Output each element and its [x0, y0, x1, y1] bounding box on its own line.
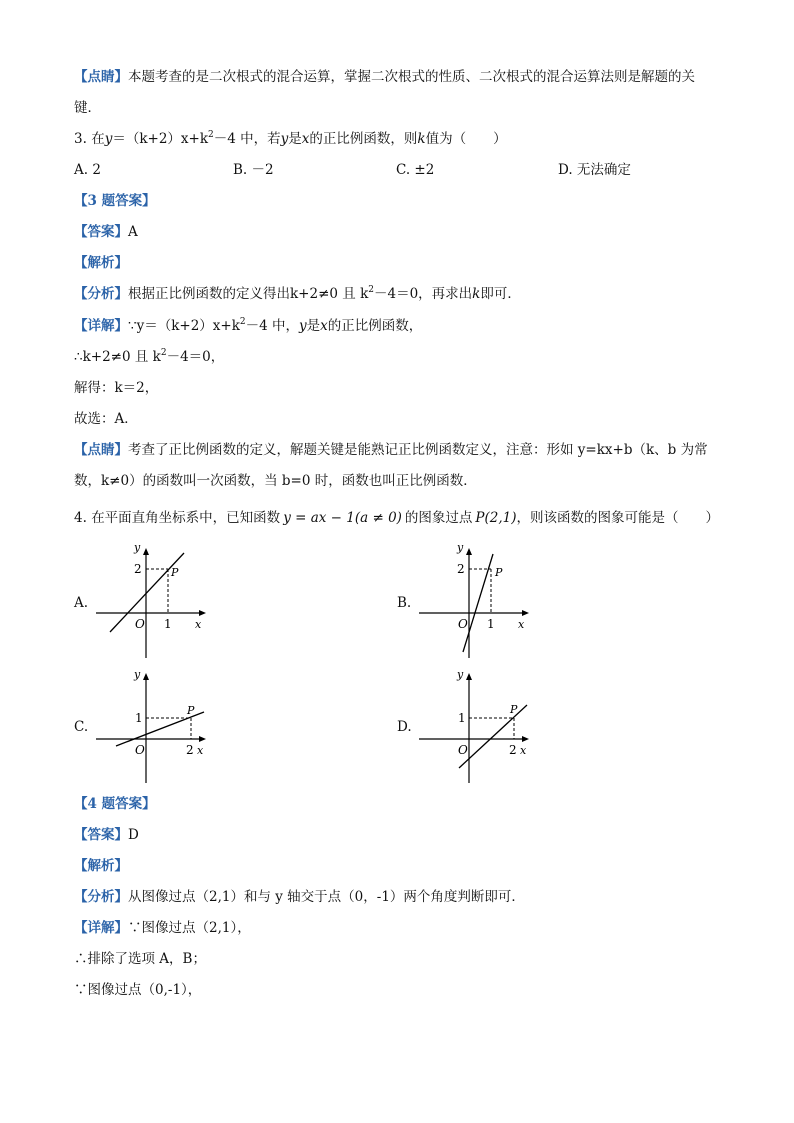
x-axis-label: x: [518, 618, 525, 631]
q3-expr: ＝（k+2）x+k: [112, 131, 209, 147]
q3-var-x: x: [301, 131, 310, 147]
q3-option-a: A. 2: [74, 162, 101, 178]
q3-option-b: B. －2: [233, 162, 274, 178]
q3-detail: [74, 317, 422, 335]
q4-analysis-heading: 【解析】: [74, 858, 128, 874]
q3-answer-heading: 【3 题答案】: [74, 193, 156, 209]
x-axis-label: x: [195, 618, 202, 631]
q3-stem-text: 在: [91, 131, 105, 147]
q3-stem: [74, 130, 507, 148]
x-tick: 1: [487, 617, 495, 631]
y-axis-label: y: [134, 668, 141, 681]
q4-detail: [74, 919, 251, 937]
x-tick: 2: [186, 743, 194, 757]
x-tick: 1: [164, 617, 172, 631]
x-axis-arrow: [522, 610, 529, 616]
q3-detail-x: x: [320, 318, 328, 334]
y-axis-arrow: [466, 673, 472, 680]
q4-graph-d: [417, 665, 537, 785]
dianjing-text: 本题考查的是二次根式的混合运算，掌握二次根式的性质、二次根式的混合运算法则是解题的关: [128, 69, 695, 85]
q4-detail-text: ∵图像过点（2,1），: [128, 920, 251, 936]
y-axis-arrow: [466, 548, 472, 555]
q3-dianjing-line1: [74, 441, 708, 459]
origin-label: O: [135, 743, 145, 757]
q4-step1: ∴排除了选项 A，B；: [74, 951, 206, 967]
x-axis-arrow: [199, 610, 206, 616]
q4-graph-c-label: C.: [74, 719, 89, 735]
q4-graph-b: [417, 540, 537, 660]
y-axis-label: y: [457, 541, 464, 554]
q3-step3: 故选：A．: [74, 411, 138, 427]
q4-point: P(2,1): [475, 510, 517, 526]
q3-fenxi-text3: 即可．: [480, 286, 521, 302]
q3-answer-line: [74, 223, 138, 241]
q3-fenxi: [74, 285, 521, 303]
q4-graph-b-label: B.: [397, 595, 412, 611]
x-tick: 2: [509, 743, 517, 757]
y-axis-arrow: [143, 548, 149, 555]
y-tick: 1: [135, 711, 143, 725]
x-axis-label: x: [197, 744, 204, 757]
q3-stem-text5: 值为（ ）: [425, 131, 507, 147]
point-label: P: [187, 704, 195, 717]
dianjing-q2-line2: 键．: [74, 100, 101, 116]
point-label: P: [510, 703, 518, 716]
q4-formula: y = ax − 1(a ≠ 0): [283, 510, 402, 526]
fenxi-tag: 【分析】: [74, 286, 128, 302]
q3-fenxi-expr: k+2≠0 且 k: [290, 286, 369, 302]
y-axis-arrow: [143, 673, 149, 680]
x-axis-label: x: [520, 744, 527, 757]
q3-fenxi-text: 根据正比例函数的定义得出: [128, 286, 290, 302]
y-tick: 2: [457, 562, 465, 576]
dianjing-tag: 【点睛】: [74, 69, 128, 85]
q3-fenxi-k: k: [472, 286, 481, 302]
q4-graph-c: [94, 665, 214, 785]
q4-answer-heading: 【4 题答案】: [74, 796, 156, 812]
q4-graph-a: [94, 540, 214, 660]
q4-graph-a-label: A.: [74, 595, 89, 611]
y-tick: 1: [458, 711, 466, 725]
origin-label: O: [458, 743, 468, 757]
q3-stem-text4: 的正比例函数，则: [309, 131, 418, 147]
q4-step2: ∵图像过点（0,-1），: [74, 982, 202, 998]
q3-analysis-heading: 【解析】: [74, 255, 128, 271]
answer-tag: 【答案】: [74, 224, 128, 240]
origin-label: O: [458, 617, 468, 631]
q4-stem: [74, 509, 719, 527]
q3-detail-y: y: [299, 318, 307, 334]
x-axis-arrow: [199, 736, 206, 742]
answer-tag: 【答案】: [74, 827, 128, 843]
q4-stem-text3: ，则该函数的图象可能是（ ）: [516, 510, 720, 526]
q3-dianjing-text: 考查了正比例函数的定义，解题关键是能熟记正比例函数定义，注意：形如 y=kx+b（k、b 为常: [128, 442, 708, 458]
q3-var-y: y: [104, 131, 113, 147]
q3-stem-text3: 是: [288, 131, 302, 147]
q3-fenxi-exp: 2: [368, 285, 374, 295]
q3-answer: A: [128, 224, 138, 240]
q3-detail-text3: 的正比例函数，: [327, 318, 423, 334]
q4-fenxi-text: 从图像过点（2,1）和与 y 轴交于点（0，-1）两个角度判断即可．: [128, 889, 525, 905]
q3-detail-exp: 2: [239, 317, 246, 327]
q4-answer-line: [74, 826, 139, 844]
y-tick: 2: [134, 562, 142, 576]
origin-label: O: [135, 617, 145, 631]
q3-step1-text: －4＝0，: [166, 349, 225, 365]
x-axis-arrow: [522, 736, 529, 742]
q3-exponent: 2: [208, 130, 214, 140]
point-label: P: [495, 566, 503, 579]
q3-var-k: k: [417, 131, 426, 147]
q3-var-y2: y: [280, 131, 289, 147]
detail-tag: 【详解】: [74, 920, 128, 936]
y-axis-label: y: [457, 668, 464, 681]
q3-fenxi-text2: －4＝0，再求出: [373, 286, 473, 302]
q3-step1-expr: ∴k+2≠0 且 k: [74, 349, 161, 365]
q3-stem-text2: －4 中，若: [213, 131, 281, 147]
graph-line: [110, 553, 184, 632]
q4-stem-text: 在平面直角坐标系中，已知函数: [91, 510, 281, 526]
point-label: P: [171, 566, 179, 579]
q3-detail-text: －4 中，: [245, 318, 300, 334]
detail-tag: 【详解】: [74, 318, 128, 334]
q3-dianjing-line2: 数，k≠0）的函数叫一次函数，当 b=0 时，函数也叫正比例函数．: [74, 473, 477, 489]
q3-number: 3.: [74, 131, 87, 147]
dianjing-tag: 【点睛】: [74, 442, 128, 458]
q3-step1: [74, 348, 224, 366]
q4-answer: D: [128, 827, 139, 843]
q3-option-c: C. ±2: [396, 162, 435, 178]
y-axis-label: y: [134, 541, 141, 554]
q4-fenxi: [74, 888, 525, 906]
q3-step2: 解得：k＝2，: [74, 380, 159, 396]
q4-number: 4.: [74, 510, 87, 526]
q4-graph-d-label: D.: [397, 719, 412, 735]
graph-line: [463, 554, 493, 652]
q3-detail-expr: ∵y＝（k+2）x+k: [128, 318, 240, 334]
q3-option-d: D. 无法确定: [558, 162, 631, 178]
q4-stem-text2: 的图象过点: [404, 510, 473, 526]
q3-step1-exp: 2: [160, 348, 167, 358]
dianjing-q2-line1: [74, 68, 695, 86]
fenxi-tag: 【分析】: [74, 889, 128, 905]
q3-detail-text2: 是: [306, 318, 321, 334]
